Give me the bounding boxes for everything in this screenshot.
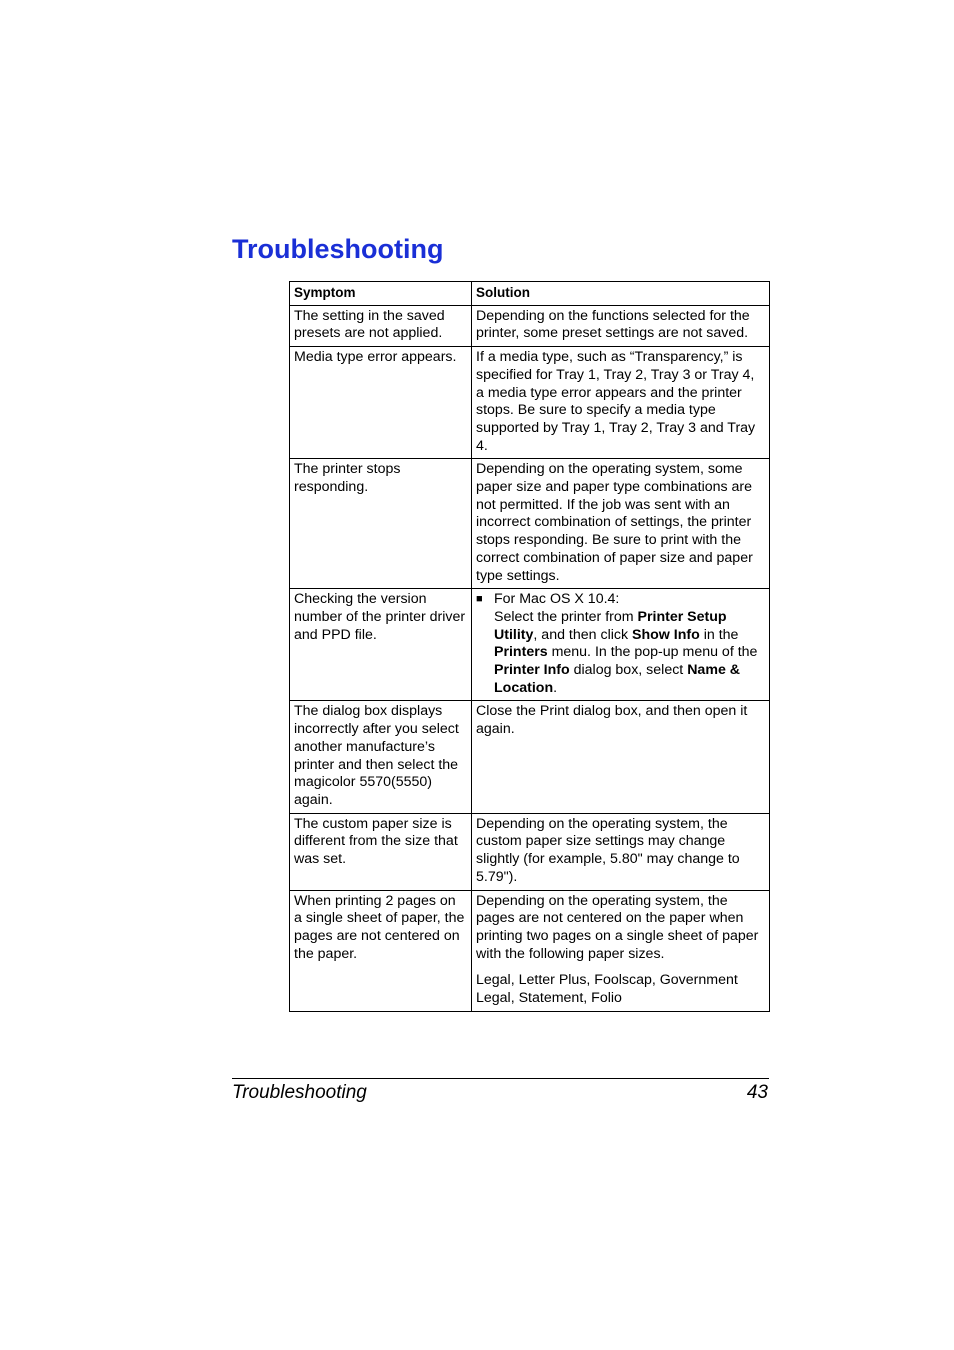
solution-header: Solution (472, 282, 770, 306)
printer-info-term: Printer Info (494, 662, 570, 679)
solution-cell: Depending on the operating system, the custom paper size settings may change slightly (for example, 5.80" may change to 5.79"). (472, 813, 770, 890)
solution-paragraph: Depending on the operating system, the pages are not centered on the paper when printing two pages on a single sheet of paper with the following paper sizes. (476, 892, 759, 962)
bullet-item (476, 591, 765, 697)
page-title: Troubleshooting (232, 234, 444, 264)
table-row (290, 890, 770, 1011)
solution-cell: Close the Print dialog box, and then open it again. (472, 701, 770, 813)
paper-sizes-list: Legal, Letter Plus, Foolscap, Government Legal, Statement, Folio (476, 972, 738, 1007)
symptom-cell: Media type error appears. (290, 347, 472, 459)
table-row (290, 347, 770, 459)
solution-cell (472, 589, 770, 701)
solution-cell: If a media type, such as “Transparency,” is specified for Tray 1, Tray 2, Tray 3 or Tray 4, a media type error appears and the printer stops. Be sure to specify a media type supported by Tray 1, Tray 2, Tray 3 and Tray 4. (472, 347, 770, 459)
table-row (290, 459, 770, 589)
text-run: Select the printer from (494, 608, 638, 625)
text-run: in the (699, 626, 739, 643)
text-run: menu. In the pop-up menu of the (547, 644, 758, 661)
bullet-heading: For Mac OS X 10.4: (494, 591, 620, 608)
solution-cell: Depending on the functions selected for the printer, some preset settings are not saved. (472, 305, 770, 346)
footer-divider (232, 1078, 769, 1079)
table-row (290, 305, 770, 346)
footer-page-number: 43 (746, 1082, 768, 1103)
table-header-row (290, 282, 770, 306)
text-run: , and then click (533, 626, 633, 643)
name-location-term: Name & Location (494, 662, 741, 696)
bullet-text (494, 609, 765, 698)
text-run: . (553, 679, 558, 696)
table-row (290, 701, 770, 813)
solution-cell (472, 890, 770, 1011)
text-run: dialog box, select (569, 662, 688, 679)
printers-menu-term: Printers (494, 644, 548, 661)
symptom-cell: The custom paper size is different from the size that was set. (290, 813, 472, 890)
symptom-cell: When printing 2 pages on a single sheet of paper, the pages are not centered on the paper. (290, 890, 472, 1011)
troubleshooting-table (289, 281, 770, 1012)
printer-setup-utility-term: Printer Setup Utility (494, 608, 727, 643)
table-row (290, 589, 770, 701)
bullet-body (494, 591, 765, 697)
symptom-cell: The printer stops responding. (290, 459, 472, 589)
show-info-term: Show Info (632, 626, 700, 643)
table-row (290, 813, 770, 890)
symptom-cell: The setting in the saved presets are not applied. (290, 305, 472, 346)
symptom-header: Symptom (290, 282, 472, 306)
square-bullet-icon: ■ (476, 593, 483, 606)
symptom-cell: The dialog box displays incorrectly after you select another manufacture’s printer and then select the magicolor 5570(5550) again. (290, 701, 472, 813)
symptom-cell: Checking the version number of the printer driver and PPD file. (290, 589, 472, 701)
solution-cell: Depending on the operating system, some paper size and paper type combinations are not permitted. If the job was sent with an incorrect combination of settings, the printer stops responding. Be sure to print with the correct combination of paper size and paper type settings. (472, 459, 770, 589)
footer-section-title: Troubleshooting (232, 1082, 367, 1103)
